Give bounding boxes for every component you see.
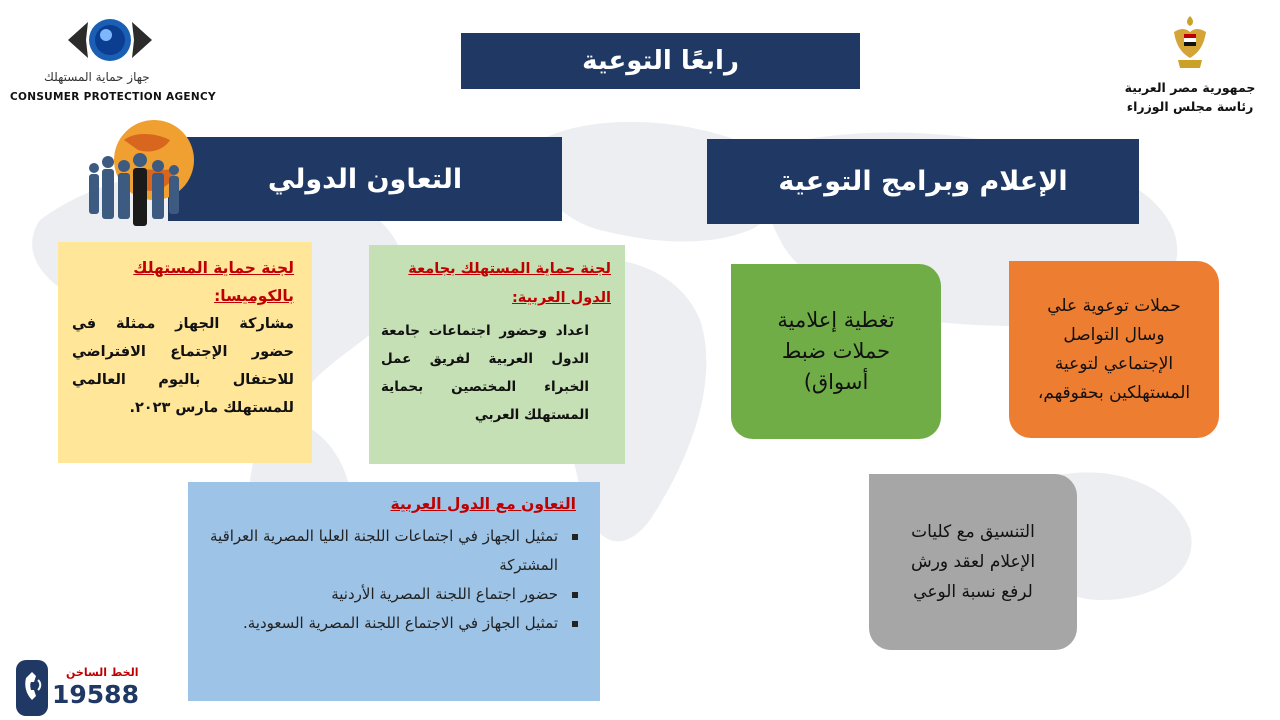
list-item [210, 522, 558, 580]
section-header-international: التعاون الدولي [168, 137, 562, 221]
list-item [210, 580, 558, 609]
section-header-media: الإعلام وبرامج التوعية [707, 139, 1139, 224]
media-colleges-box [869, 474, 1077, 650]
government-line2: رئاسة مجلس الوزراء [1126, 99, 1254, 114]
comesa-body: مشاركة الجهاز ممثلة في حضور الإجتماع الافتراضي للاحتفال باليوم العالمي للمستهلك مارس ٢٠٢٣. [72, 316, 294, 416]
bullet-icon [572, 592, 578, 598]
grey-line: الإعلام لعقد ورش [910, 552, 1036, 572]
arab-states-title: التعاون مع الدول العربية [390, 495, 576, 513]
hotline-number: 19588 [52, 680, 139, 709]
grey-line: التنسيق مع كليات [911, 522, 1035, 542]
bullet-icon [572, 534, 578, 540]
arab-states-list [210, 522, 576, 638]
arab-league-committee-box [369, 245, 625, 464]
government-line1: جمهورية مصر العربية [1124, 80, 1256, 95]
arab-league-body: اعداد وحضور اجتماعات جامعة الدول العربية لفريق عمل الخبراء المختصين بحماية المستهلك العربي [381, 323, 589, 423]
list-item [210, 609, 558, 638]
hotline-label: الخط الساخن [66, 666, 139, 679]
list-item-text: حضور اجتماع اللجنة المصرية الأردنية [331, 585, 558, 603]
green-line: تغطية إعلامية [777, 308, 895, 332]
bullet-icon [572, 621, 578, 627]
arab-states-cooperation-box [188, 482, 600, 701]
people-globe-icon [74, 110, 196, 230]
green-line: أسواق) [803, 370, 869, 394]
comesa-title: لجنة حماية المستهلك بالكوميسا: [133, 259, 294, 305]
arab-league-title: لجنة حماية المستهلك بجامعة الدول العربية: [408, 261, 611, 306]
green-line: حملات ضبط [781, 339, 891, 363]
list-item-text: تمثيل الجهاز في الاجتماع اللجنة المصرية السعودية. [242, 614, 558, 632]
grey-line: لرفع نسبة الوعي [913, 582, 1033, 602]
agency-name-ar: جهاز حماية المستهلك [44, 70, 150, 84]
orange-line: الإجتماعي لتوعية [1054, 353, 1174, 374]
eye-logo-icon [66, 14, 154, 66]
orange-line: وسال التواصل [1063, 324, 1165, 345]
media-coverage-box [731, 264, 941, 439]
phone-icon [12, 658, 52, 718]
agency-name-en: CONSUMER PROTECTION AGENCY [10, 91, 216, 103]
eagle-emblem-icon [1170, 14, 1210, 72]
slide-title: رابعًا التوعية [461, 33, 860, 89]
orange-line: المستهلكين بحقوقهم، [1037, 382, 1191, 403]
list-item-text: تمثيل الجهاز في اجتماعات اللجنة العليا المصرية العراقية المشتركة [210, 527, 558, 574]
awareness-campaigns-box [1009, 261, 1219, 438]
orange-line: حملات توعوية علي [1047, 295, 1181, 316]
comesa-committee-box [58, 242, 312, 463]
